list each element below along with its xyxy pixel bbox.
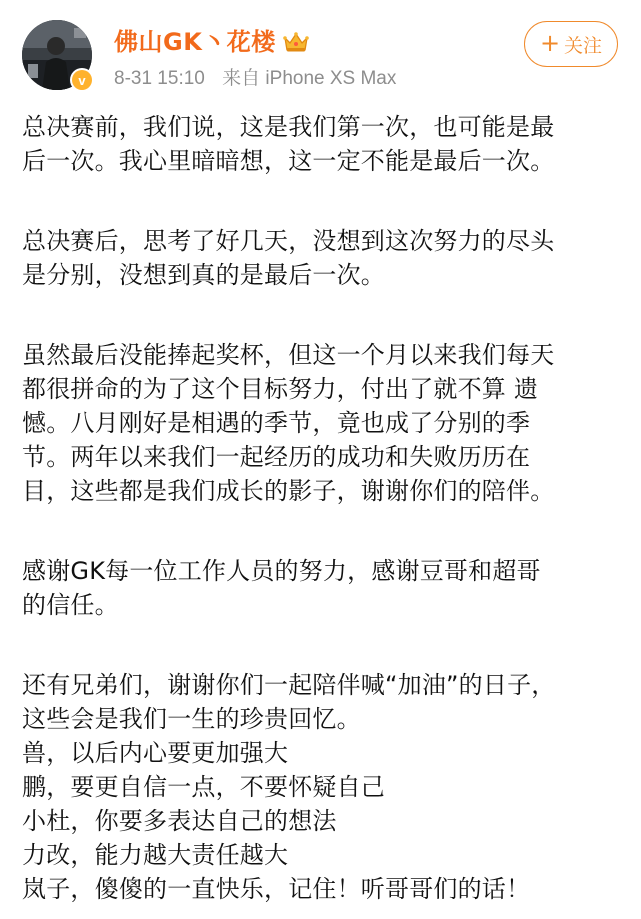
- text-line: 这些会是我们一生的珍贵回忆。: [22, 705, 361, 733]
- verified-badge: [70, 68, 94, 92]
- plus-icon: +: [539, 29, 561, 57]
- paragraph: [22, 110, 622, 178]
- follow-label: 关注: [564, 34, 603, 57]
- text-line: 力改，能力越大责任越大: [22, 841, 289, 869]
- text-line: 后一次。我心里暗暗想，这一定不能是最后一次。: [22, 147, 555, 175]
- post-timestamp: 8-31 15:10: [114, 68, 205, 89]
- avatar[interactable]: [22, 20, 92, 90]
- text-line: 兽，以后内心要更加强大: [22, 739, 289, 767]
- post-body: [22, 110, 622, 906]
- paragraph: [22, 554, 622, 622]
- verified-icon: v: [72, 70, 92, 90]
- text-line: 是分别，没想到真的是最后一次。: [22, 261, 385, 289]
- follow-button[interactable]: [524, 21, 618, 67]
- text-line: 感谢GK每一位工作人员的努力，感谢豆哥和超哥: [22, 557, 541, 585]
- post-meta: [114, 66, 396, 92]
- text-line: 还有兄弟们，谢谢你们一起陪伴喊“加油”的日子，: [22, 671, 556, 699]
- text-line: 鹏，要更自信一点，不要怀疑自己: [22, 773, 385, 801]
- post-source: 来自 iPhone XS Max: [222, 68, 397, 89]
- text-line: 总决赛后，思考了好几天，没想到这次努力的尽头: [22, 227, 555, 255]
- text-line: 虽然最后没能捧起奖杯，但这一个月以来我们每天: [22, 341, 555, 369]
- text-line: 节。两年以来我们一起经历的成功和失败历历在: [22, 443, 531, 471]
- text-line: 都很拼命的为了这个目标努力，付出了就不算 遗: [22, 375, 539, 403]
- post-header: [0, 0, 641, 110]
- text-line: 目，这些都是我们成长的影子，谢谢你们的陪伴。: [22, 477, 555, 505]
- text-line: 岚子，傻傻的一直快乐，记住！听哥哥们的话！: [22, 875, 531, 903]
- paragraph: [22, 338, 622, 508]
- paragraph: [22, 224, 622, 292]
- username-row: [114, 26, 310, 58]
- paragraph: [22, 668, 622, 906]
- text-line: 小杜，你要多表达自己的想法: [22, 807, 337, 835]
- username[interactable]: 佛山GK丶花楼: [114, 28, 276, 56]
- text-line: 总决赛前，我们说，这是我们第一次，也可能是最: [22, 113, 555, 141]
- text-line: 的信任。: [22, 591, 119, 619]
- text-line: 憾。八月刚好是相遇的季节，竟也成了分别的季: [22, 409, 531, 437]
- crown-icon: [282, 30, 310, 54]
